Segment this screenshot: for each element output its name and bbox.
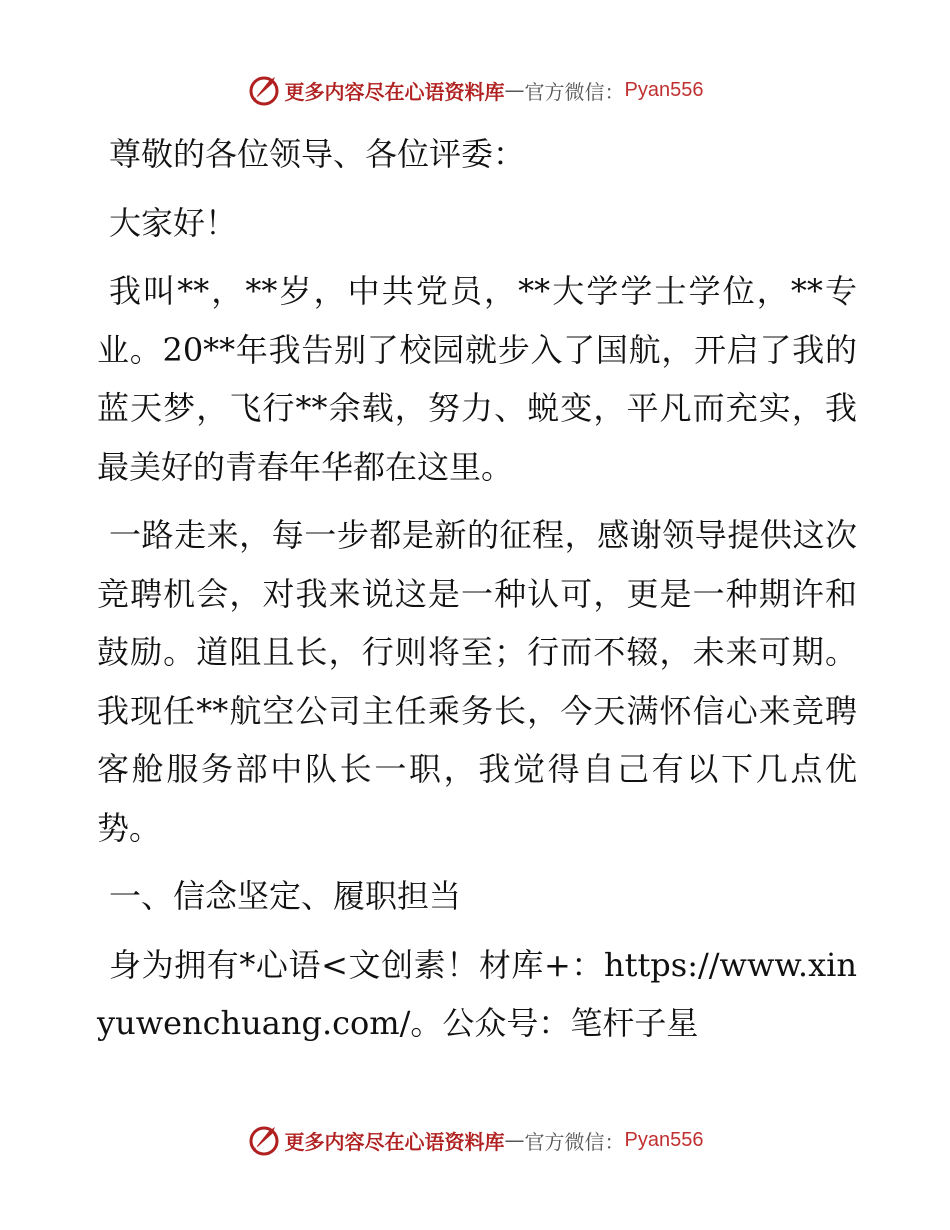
- footer-banner: [0, 1120, 950, 1160]
- banner-wechat-id: Pyan556: [624, 1128, 704, 1151]
- quill-circle-icon: [247, 73, 281, 107]
- banner-label: 官方微信：: [524, 79, 625, 104]
- banner-inner: [247, 1123, 704, 1157]
- section-heading-1: 一、信念坚定、履职担当: [109, 877, 462, 915]
- banner-inner: [247, 73, 704, 107]
- banner-main-text: 更多内容尽在心语资料库: [284, 1129, 505, 1154]
- journey-paragraph: 一路走来，每一步都是新的征程，感谢领导提供这次竞聘机会，对我来说这是一种认可，更是一种期许和鼓励。道阻且长，行则将至；行而不辍，未来可期。我现任**航空公司主任乘务长，今天满怀信心来竞聘客舱服务部中队长一职，我觉得自己有以下几点优势。: [97, 516, 857, 847]
- greeting: 大家好！: [109, 203, 238, 242]
- banner-wechat-id: Pyan556: [624, 78, 704, 101]
- document-body: [97, 125, 857, 1063]
- salutation: 尊敬的各位领导、各位评委：: [109, 135, 526, 173]
- header-banner: [0, 70, 950, 110]
- banner-dash: —: [504, 1128, 525, 1152]
- banner-dash: —: [504, 78, 525, 102]
- quill-circle-icon: [247, 1123, 281, 1157]
- section-paragraph-1: 身为拥有*心语<文创素！材库+：https://www.xinyuwenchuang.com/。公众号：笔杆子星: [97, 945, 857, 1042]
- banner-main-text: 更多内容尽在心语资料库: [284, 79, 505, 104]
- banner-label: 官方微信：: [524, 1129, 625, 1154]
- intro-paragraph: 我叫**，**岁，中共党员，**大学学士学位，**专业。20**年我告别了校园就步入了国航，开启了我的蓝天梦，飞行**余载，努力、蜕变，平凡而充实，我最美好的青春年华都在这里。: [97, 272, 857, 486]
